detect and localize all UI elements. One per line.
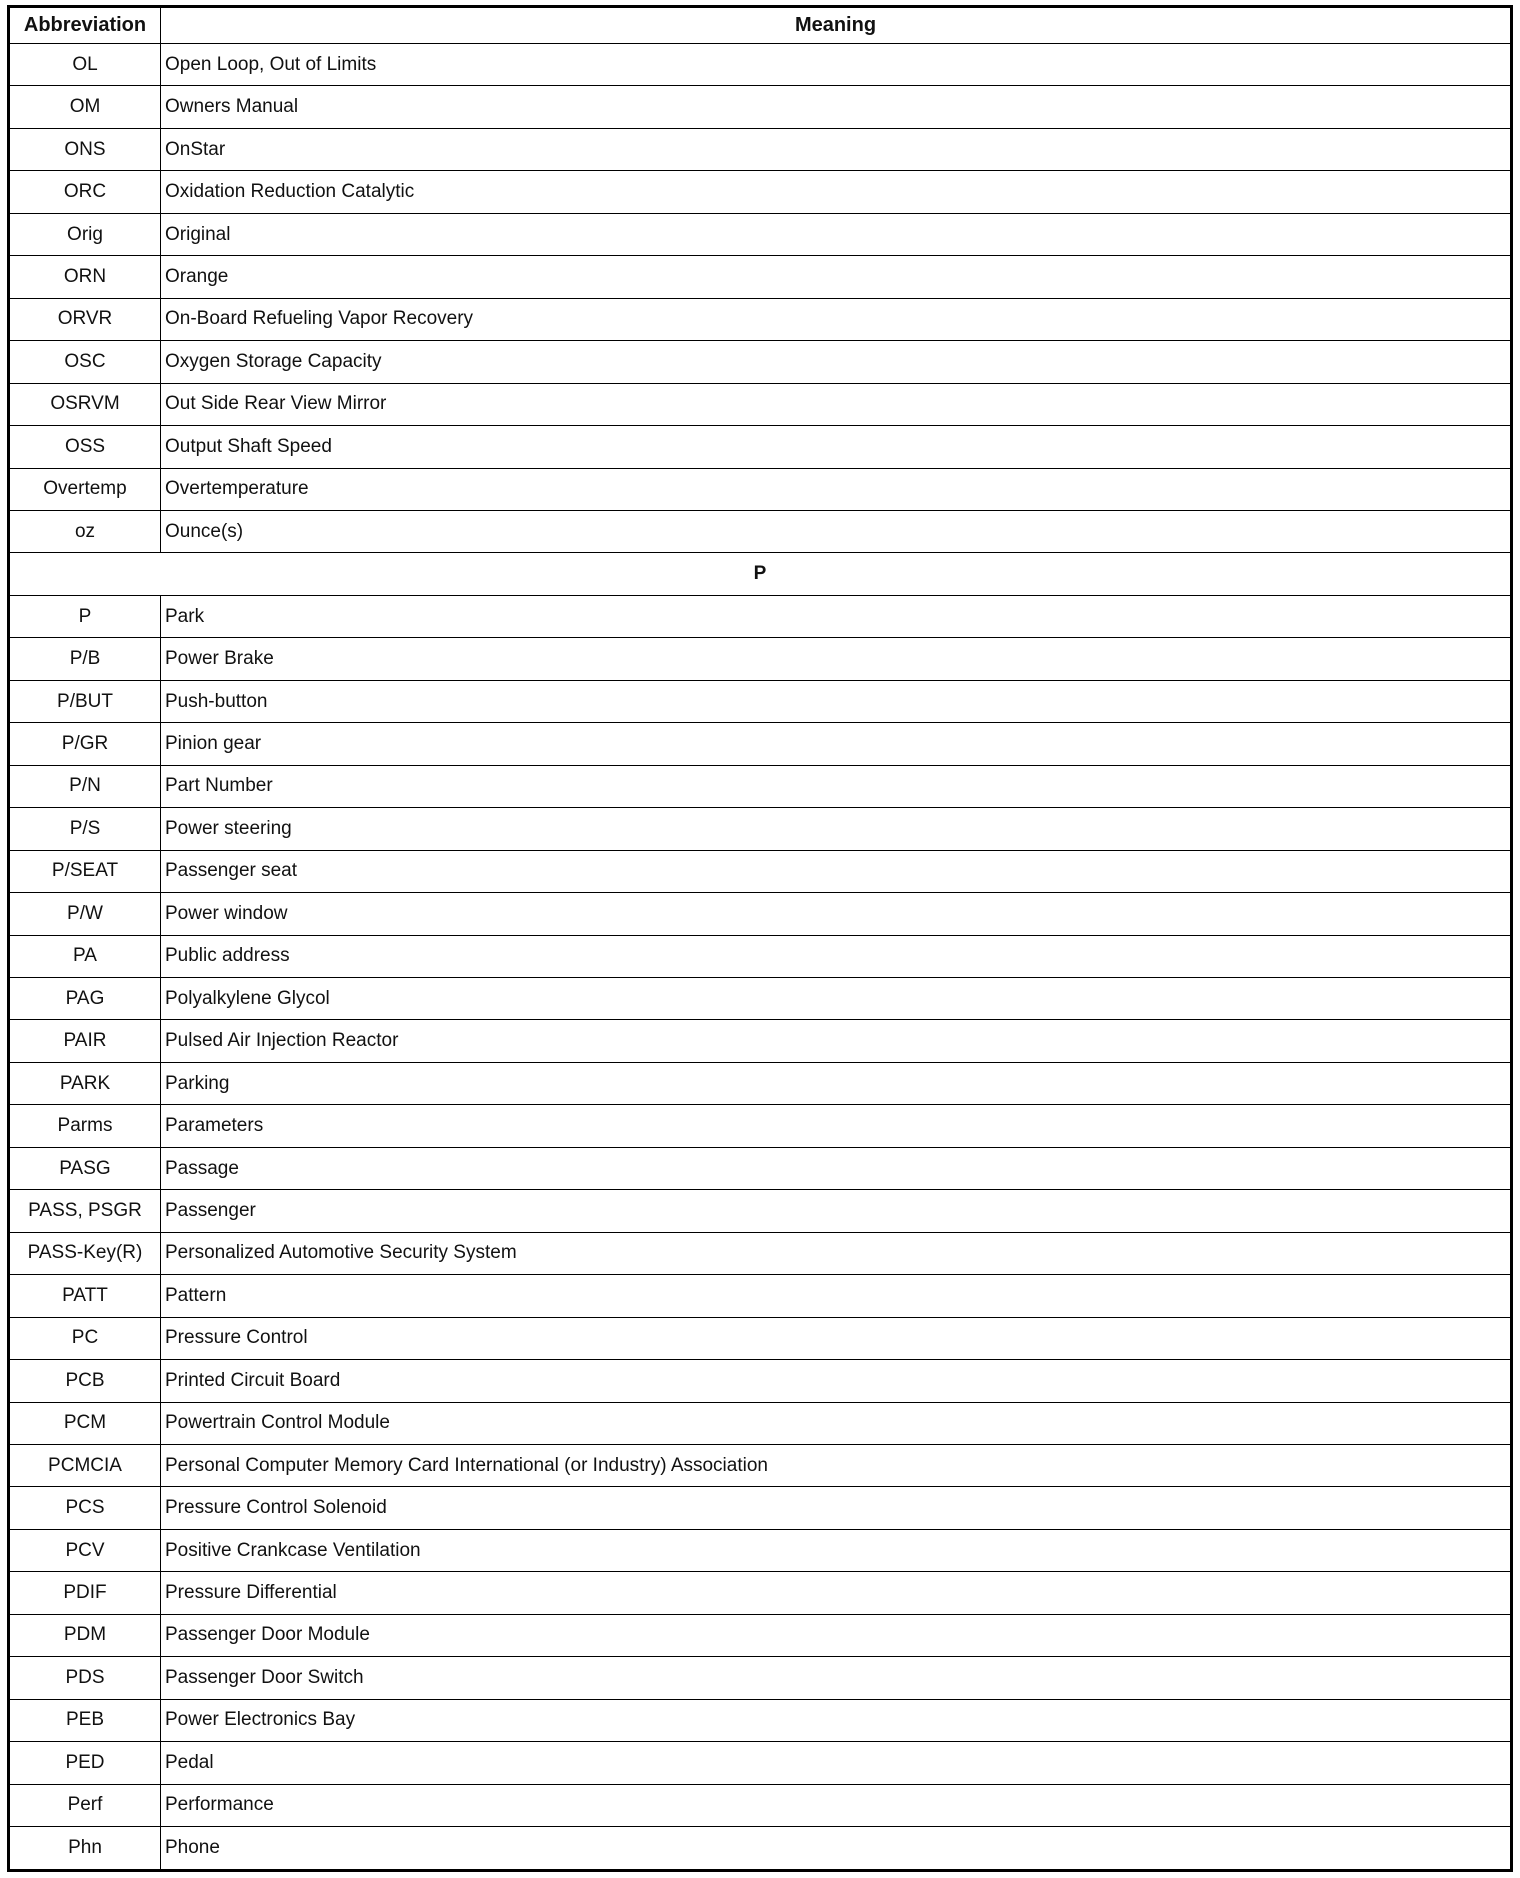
table-row — [9, 1784, 1512, 1826]
meaning-cell: Powertrain Control Module — [161, 1402, 1512, 1444]
meaning-cell: Power window — [161, 893, 1512, 935]
abbreviation-cell: OL — [9, 44, 161, 86]
table-row — [9, 1275, 1512, 1317]
abbreviation-cell: PCM — [9, 1402, 161, 1444]
abbreviation-cell: P/BUT — [9, 680, 161, 722]
abbreviation-cell: OSC — [9, 341, 161, 383]
meaning-cell: Phone — [161, 1827, 1512, 1871]
meaning-cell: Open Loop, Out of Limits — [161, 44, 1512, 86]
table-row — [9, 383, 1512, 425]
table-row — [9, 213, 1512, 255]
table-row — [9, 86, 1512, 128]
abbreviation-cell: P/W — [9, 893, 161, 935]
abbreviation-cell: ORC — [9, 171, 161, 213]
abbreviation-cell: PATT — [9, 1275, 161, 1317]
abbreviation-cell: PC — [9, 1317, 161, 1359]
table-row — [9, 298, 1512, 340]
meaning-cell: Oxygen Storage Capacity — [161, 341, 1512, 383]
meaning-cell: Pattern — [161, 1275, 1512, 1317]
abbreviation-cell: OM — [9, 86, 161, 128]
abbreviation-cell: Parms — [9, 1105, 161, 1147]
table-row — [9, 1317, 1512, 1359]
abbreviation-cell: PA — [9, 935, 161, 977]
meaning-cell: Push-button — [161, 680, 1512, 722]
meaning-cell: Passenger Door Switch — [161, 1657, 1512, 1699]
table-row — [9, 1614, 1512, 1656]
meaning-cell: Power Brake — [161, 638, 1512, 680]
table-row — [9, 44, 1512, 86]
meaning-cell: Original — [161, 213, 1512, 255]
table-row — [9, 1657, 1512, 1699]
table-row — [9, 1402, 1512, 1444]
meaning-cell: Owners Manual — [161, 86, 1512, 128]
meaning-cell: Personalized Automotive Security System — [161, 1232, 1512, 1274]
table-row — [9, 1105, 1512, 1147]
table-row — [9, 977, 1512, 1019]
meaning-cell: Park — [161, 595, 1512, 637]
table-row — [9, 1020, 1512, 1062]
table-row — [9, 1529, 1512, 1571]
table-row — [9, 1232, 1512, 1274]
table-row — [9, 1572, 1512, 1614]
abbreviation-cell: PARK — [9, 1062, 161, 1104]
meaning-cell: Personal Computer Memory Card International (or Industry) Association — [161, 1444, 1512, 1486]
meaning-cell: Positive Crankcase Ventilation — [161, 1529, 1512, 1571]
section-letter: P — [9, 553, 1512, 595]
meaning-cell: Overtemperature — [161, 468, 1512, 510]
table-row — [9, 723, 1512, 765]
meaning-cell: Public address — [161, 935, 1512, 977]
table-row — [9, 341, 1512, 383]
abbreviation-cell: PAIR — [9, 1020, 161, 1062]
table-row — [9, 426, 1512, 468]
abbreviation-cell: P — [9, 595, 161, 637]
abbreviation-cell: PDS — [9, 1657, 161, 1699]
meaning-cell: Pulsed Air Injection Reactor — [161, 1020, 1512, 1062]
meaning-cell: Part Number — [161, 765, 1512, 807]
meaning-cell: Passenger Door Module — [161, 1614, 1512, 1656]
abbreviation-cell: PED — [9, 1742, 161, 1784]
table-row — [9, 1742, 1512, 1784]
abbreviation-cell: PCV — [9, 1529, 161, 1571]
table-row — [9, 468, 1512, 510]
abbreviation-cell: Phn — [9, 1827, 161, 1871]
abbreviation-cell: OSRVM — [9, 383, 161, 425]
meaning-cell: OnStar — [161, 128, 1512, 170]
meaning-cell: Pinion gear — [161, 723, 1512, 765]
table-row — [9, 680, 1512, 722]
table-row — [9, 595, 1512, 637]
abbreviation-cell: PASS, PSGR — [9, 1190, 161, 1232]
meaning-cell: Parameters — [161, 1105, 1512, 1147]
column-header-abbreviation: Abbreviation — [9, 7, 161, 44]
abbreviations-table — [7, 5, 1513, 1872]
table-row — [9, 256, 1512, 298]
abbreviation-cell: PASG — [9, 1147, 161, 1189]
abbreviation-cell: P/S — [9, 808, 161, 850]
table-row — [9, 1062, 1512, 1104]
section-divider-row — [9, 553, 1512, 595]
meaning-cell: Pedal — [161, 1742, 1512, 1784]
meaning-cell: Passenger — [161, 1190, 1512, 1232]
abbreviation-cell: Orig — [9, 213, 161, 255]
table-row — [9, 1190, 1512, 1232]
abbreviation-cell: PAG — [9, 977, 161, 1019]
abbreviation-cell: ORN — [9, 256, 161, 298]
table-row — [9, 1147, 1512, 1189]
table-row — [9, 171, 1512, 213]
abbreviation-cell: ONS — [9, 128, 161, 170]
abbreviation-cell: PEB — [9, 1699, 161, 1741]
meaning-cell: Out Side Rear View Mirror — [161, 383, 1512, 425]
table-row — [9, 510, 1512, 552]
table-row — [9, 1827, 1512, 1871]
table-row — [9, 893, 1512, 935]
meaning-cell: Passenger seat — [161, 850, 1512, 892]
abbreviation-cell: P/SEAT — [9, 850, 161, 892]
meaning-cell: Printed Circuit Board — [161, 1360, 1512, 1402]
table-row — [9, 128, 1512, 170]
table-row — [9, 638, 1512, 680]
abbreviation-cell: P/B — [9, 638, 161, 680]
meaning-cell: Output Shaft Speed — [161, 426, 1512, 468]
meaning-cell: Power steering — [161, 808, 1512, 850]
meaning-cell: Performance — [161, 1784, 1512, 1826]
column-header-meaning: Meaning — [161, 7, 1512, 44]
abbreviation-cell: P/N — [9, 765, 161, 807]
meaning-cell: Pressure Differential — [161, 1572, 1512, 1614]
meaning-cell: Pressure Control Solenoid — [161, 1487, 1512, 1529]
table-row — [9, 850, 1512, 892]
meaning-cell: Oxidation Reduction Catalytic — [161, 171, 1512, 213]
meaning-cell: On-Board Refueling Vapor Recovery — [161, 298, 1512, 340]
abbreviation-cell: P/GR — [9, 723, 161, 765]
table-row — [9, 1487, 1512, 1529]
abbreviation-cell: Perf — [9, 1784, 161, 1826]
abbreviation-cell: PDM — [9, 1614, 161, 1656]
table-row — [9, 1360, 1512, 1402]
meaning-cell: Polyalkylene Glycol — [161, 977, 1512, 1019]
table-row — [9, 1699, 1512, 1741]
abbreviation-cell: PCB — [9, 1360, 161, 1402]
table-row — [9, 808, 1512, 850]
abbreviation-cell: PASS-Key(R) — [9, 1232, 161, 1274]
meaning-cell: Ounce(s) — [161, 510, 1512, 552]
table-row — [9, 1444, 1512, 1486]
abbreviation-cell: PCS — [9, 1487, 161, 1529]
meaning-cell: Passage — [161, 1147, 1512, 1189]
meaning-cell: Pressure Control — [161, 1317, 1512, 1359]
abbreviation-cell: oz — [9, 510, 161, 552]
meaning-cell: Orange — [161, 256, 1512, 298]
meaning-cell: Power Electronics Bay — [161, 1699, 1512, 1741]
abbreviation-cell: PCMCIA — [9, 1444, 161, 1486]
abbreviation-cell: ORVR — [9, 298, 161, 340]
meaning-cell: Parking — [161, 1062, 1512, 1104]
abbreviation-cell: OSS — [9, 426, 161, 468]
table-row — [9, 765, 1512, 807]
table-header-row — [9, 7, 1512, 44]
abbreviation-cell: Overtemp — [9, 468, 161, 510]
table-row — [9, 935, 1512, 977]
abbreviation-cell: PDIF — [9, 1572, 161, 1614]
